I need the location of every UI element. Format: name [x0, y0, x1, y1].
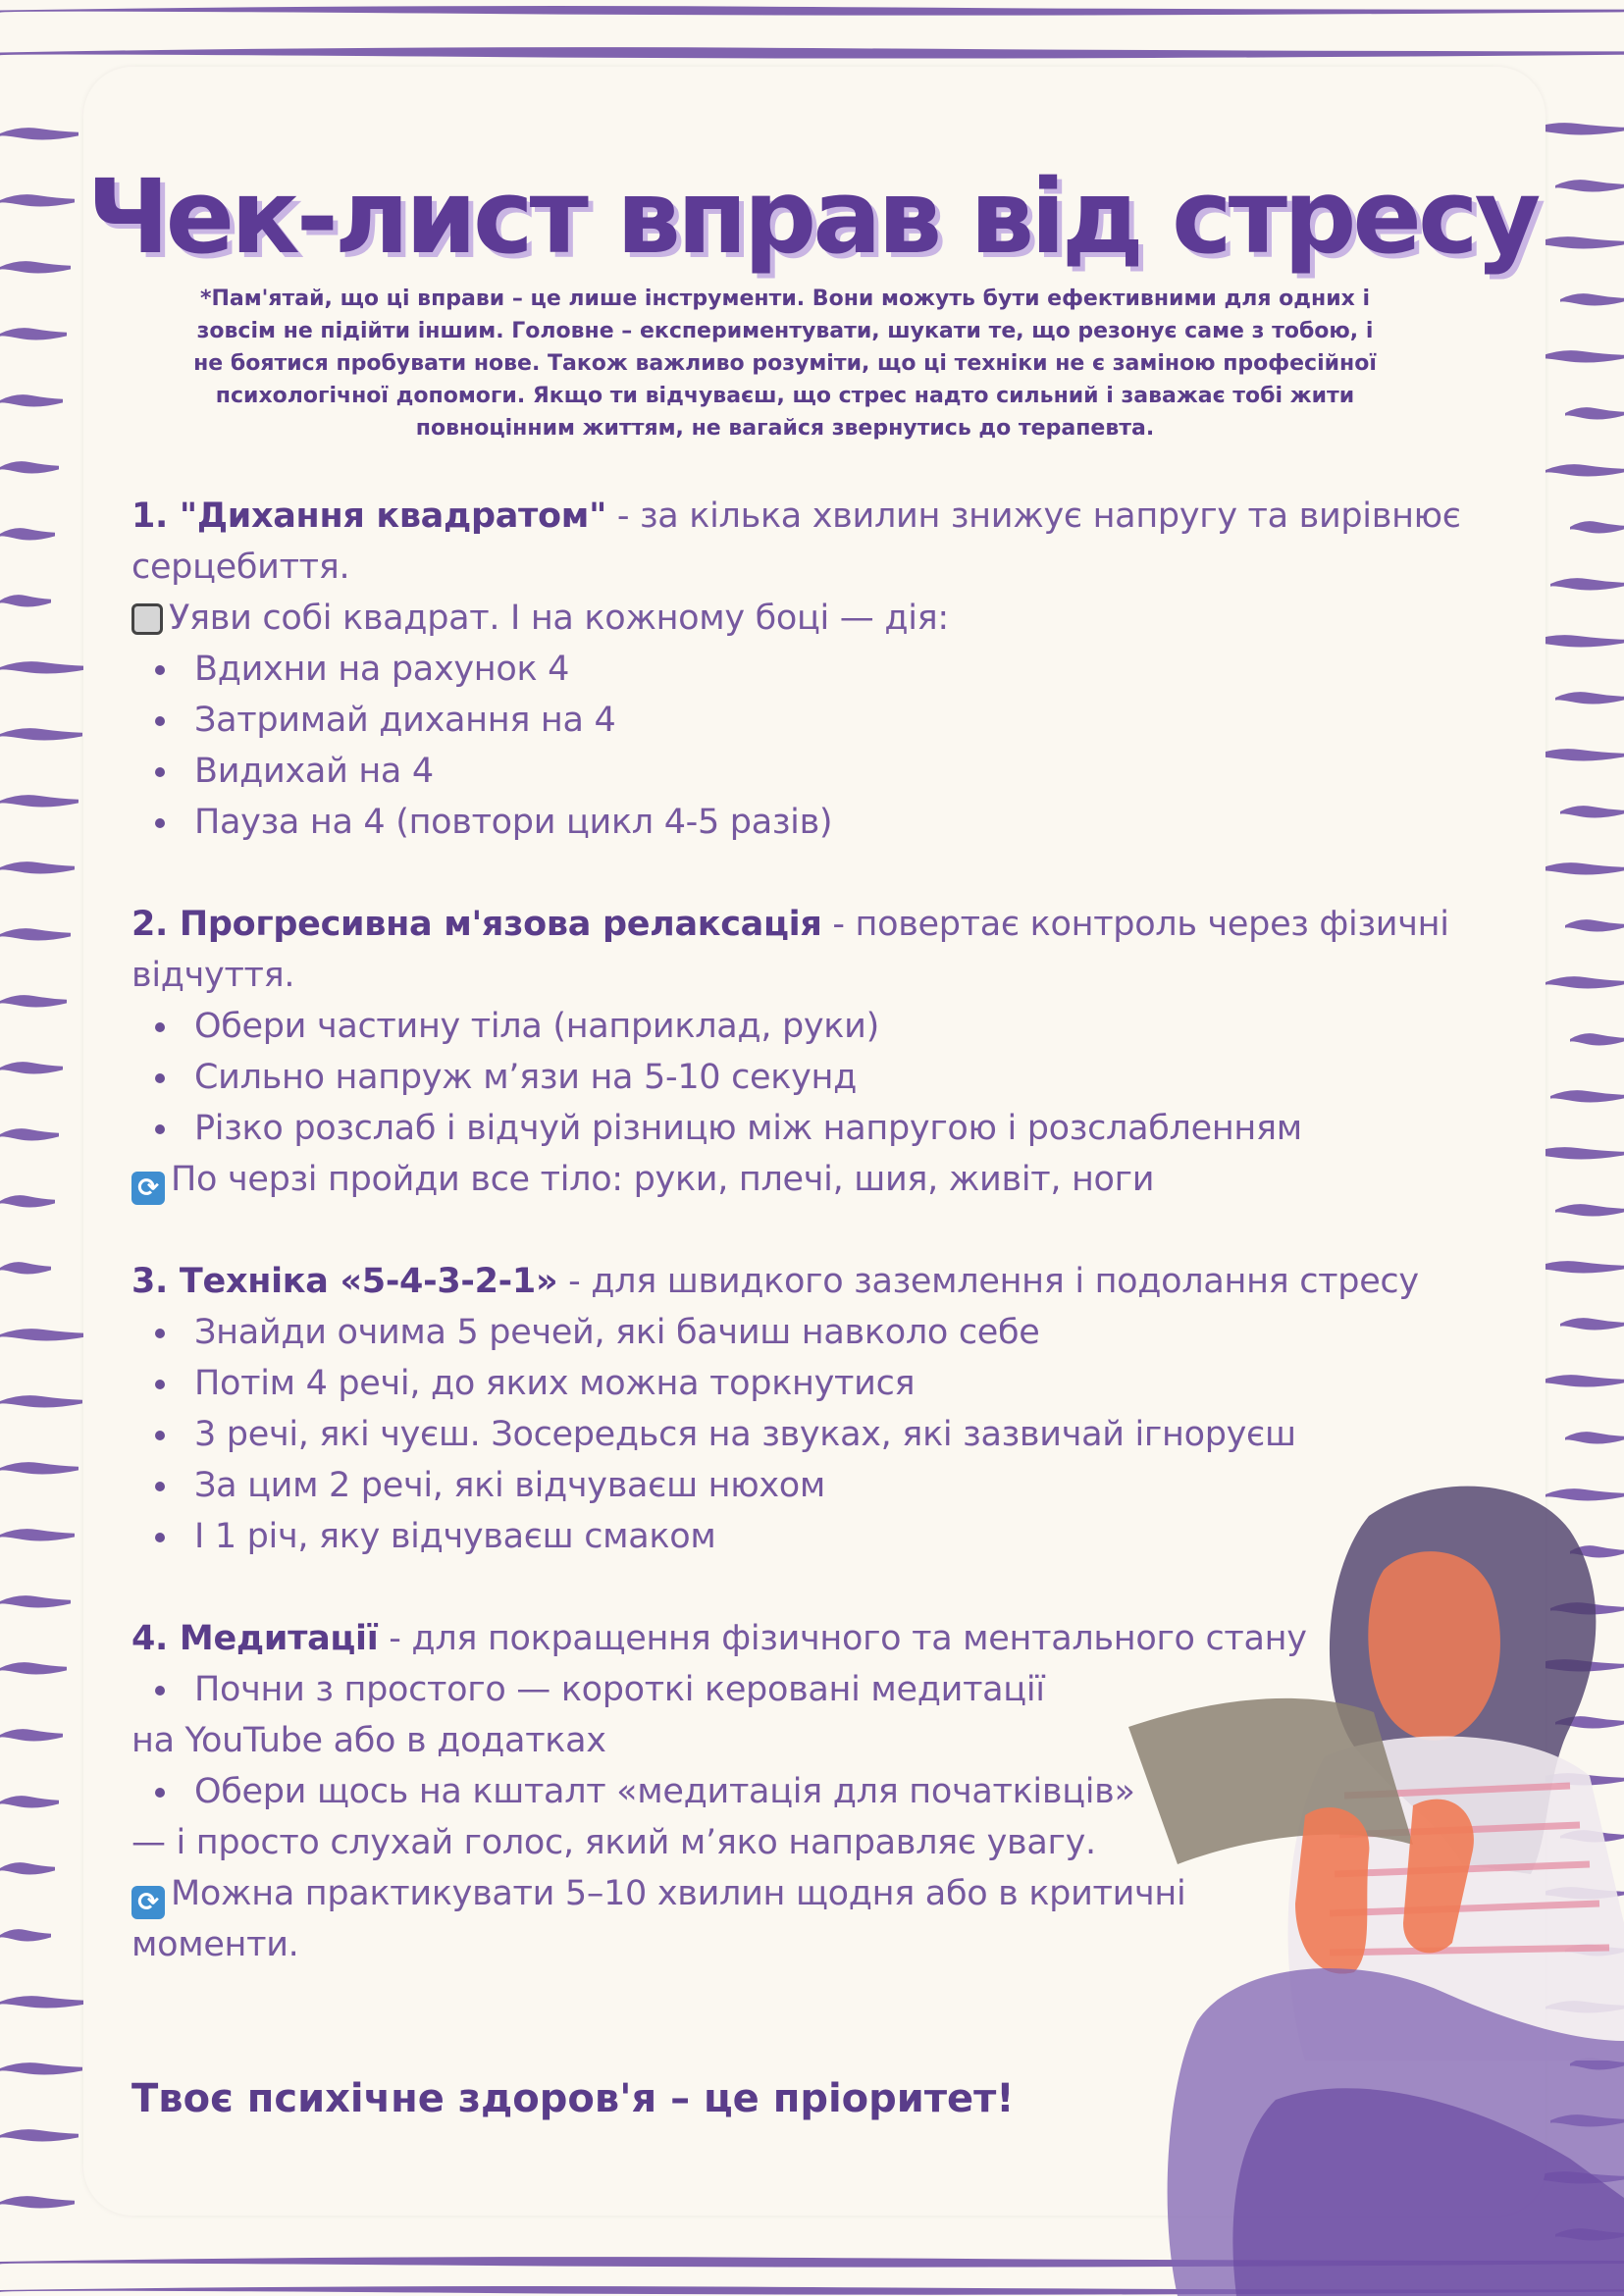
- bullet-icon: [155, 818, 165, 828]
- list-item: [131, 1766, 1486, 1817]
- white-square-icon: [131, 603, 163, 635]
- section-5-4-3-2-1: [131, 1256, 1486, 1562]
- bullet-icon: [155, 1431, 165, 1440]
- list-item: [131, 1460, 1486, 1511]
- list-item-text: Потім 4 речі, до яких можна торкнутися: [194, 1364, 916, 1403]
- section-heading: [131, 899, 1486, 950]
- list-item-cont: на YouTube або в додатках: [131, 1721, 606, 1760]
- section-meditation: [131, 1613, 1486, 1970]
- list-item: [131, 797, 1486, 848]
- bullet-icon: [155, 1686, 165, 1696]
- repeat-icon: ⟳: [131, 1886, 165, 1919]
- bullet-icon: [155, 1533, 165, 1542]
- section-description-cont: відчуття.: [131, 956, 295, 995]
- bullet-icon: [155, 1124, 165, 1134]
- list-item-text: За цим 2 речі, які відчуваєш нюхом: [194, 1466, 826, 1505]
- bullet-icon: [155, 1380, 165, 1389]
- list-item-text: Вдихни на рахунок 4: [194, 650, 570, 689]
- list-item: [131, 644, 1486, 695]
- list-item: [131, 695, 1486, 746]
- list-item-text: 3 речі, які чуєш. Зосередься на звуках, які зазвичай ігноруєш: [194, 1415, 1296, 1454]
- list-item-text: Пауза на 4 (повтори цикл 4-5 разів): [194, 803, 833, 842]
- section-muscle-relaxation: [131, 899, 1486, 1205]
- bullet-list: [131, 644, 1486, 848]
- list-item-cont: — і просто слухай голос, який м’яко направляє увагу.: [131, 1823, 1096, 1862]
- section-box-breathing: [131, 491, 1486, 848]
- list-item: [131, 1001, 1486, 1052]
- instruction-line: [131, 1154, 1486, 1205]
- bullet-icon: [155, 1482, 165, 1491]
- list-item: [131, 1103, 1486, 1154]
- section-heading: [131, 1256, 1486, 1307]
- bullet-icon: [155, 1788, 165, 1798]
- list-item-text: Різко розслаб і відчуй різницю між напругою і розслабленням: [194, 1109, 1302, 1148]
- section-description: - для швидкого заземлення і подолання стресу: [557, 1262, 1419, 1301]
- list-item: [131, 1358, 1486, 1409]
- instruction-text: По черзі пройди все тіло: руки, плечі, шия, живіт, ноги: [171, 1160, 1155, 1199]
- section-description: - за кілька хвилин знижує напругу та вирівнює: [606, 496, 1461, 536]
- instruction-line: [131, 1868, 1486, 1919]
- instruction-text-cont: моменти.: [131, 1925, 299, 1964]
- section-title: 4. Медитації: [131, 1619, 379, 1658]
- bullet-icon: [155, 665, 165, 675]
- instruction-line: [131, 593, 1486, 644]
- list-item-text: Затримай дихання на 4: [194, 701, 616, 740]
- section-title: 3. Техніка «5-4-3-2-1»: [131, 1262, 558, 1301]
- list-item-text: Сильно напруж м’язи на 5-10 секунд: [194, 1058, 858, 1097]
- instruction-text: Уяви собі квадрат. І на кожному боці — дія:: [169, 599, 949, 638]
- list-item: [131, 1307, 1486, 1358]
- list-item-text: Почни з простого — короткі керовані медитації: [194, 1670, 1045, 1709]
- bullet-icon: [155, 716, 165, 726]
- list-item-text: І 1 річ, яку відчуваєш смаком: [194, 1517, 716, 1556]
- exercise-list: [131, 491, 1486, 2021]
- section-title: 2. Прогресивна м'язова релаксація: [131, 905, 822, 944]
- bullet-list: [131, 1001, 1486, 1154]
- list-item-text: Обери щось на кшталт «медитація для початківців»: [194, 1772, 1135, 1811]
- list-item: [131, 1511, 1486, 1562]
- list-item-text: Обери частину тіла (наприклад, руки): [194, 1007, 879, 1046]
- instruction-text: Можна практикувати 5–10 хвилин щодня або в критичні: [171, 1874, 1186, 1913]
- list-item: [131, 1052, 1486, 1103]
- list-item: [131, 1664, 1486, 1715]
- section-heading: [131, 491, 1486, 542]
- section-description: - повертає контроль через фізичні: [821, 905, 1449, 944]
- bullet-icon: [155, 767, 165, 777]
- list-item-text: Знайди очима 5 речей, які бачиш навколо себе: [194, 1313, 1040, 1352]
- bullet-icon: [155, 1022, 165, 1032]
- section-heading: [131, 1613, 1486, 1664]
- repeat-icon: ⟳: [131, 1172, 165, 1205]
- section-description: - для покращення фізичного та ментального стану: [378, 1619, 1307, 1658]
- list-item-text: Видихай на 4: [194, 752, 434, 791]
- section-title: 1. "Дихання квадратом": [131, 496, 607, 536]
- list-item: [131, 1409, 1486, 1460]
- list-item: [131, 746, 1486, 797]
- bullet-icon: [155, 1329, 165, 1338]
- bullet-list: [131, 1307, 1486, 1562]
- disclaimer-note: *Пам'ятай, що ці вправи – це лише інструменти. Вони можуть бути ефективними для одних і зовсім не підійти іншим. Головне – експериментувати, шукати те, що резонує саме з тобою, і не боятися пробувати нове. Також важливо розуміти, що ці техніки не є заміною професійної психологічної допомоги. Якщо ти відчуваєш, що стрес надто сильний і заважає тобі жити повноцінним життям, не вагайся звернутись до терапевта.: [193, 287, 1377, 441]
- footer-slogan: Твоє психічне здоров'я – це пріоритет!: [131, 2076, 1015, 2121]
- page-title: Чек-лист вправ від стресу: [86, 157, 1538, 277]
- bullet-icon: [155, 1073, 165, 1083]
- section-description-cont: серцебиття.: [131, 548, 350, 587]
